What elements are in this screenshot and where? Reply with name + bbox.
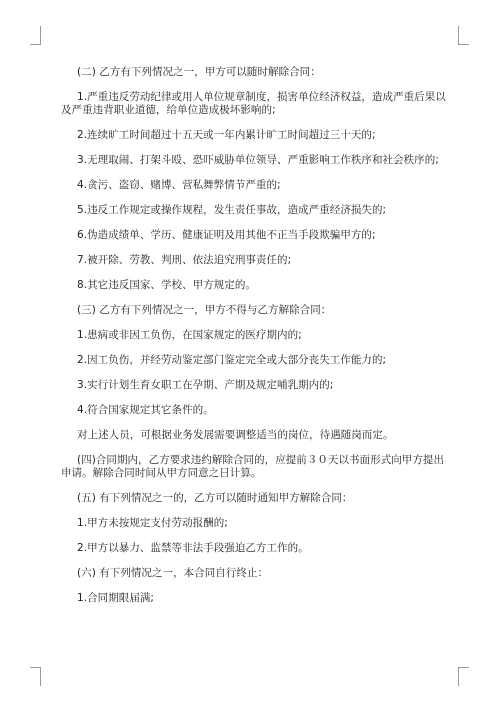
list-item: 4.贪污、盗窃、赌博、营私舞弊情节严重的; [77,179,281,191]
section-heading: (五) 有下列情况之一的，乙方可以随时通知甲方解除合同： [77,492,353,504]
list-item: 3.实行计划生育女职工在孕期、产期及规定哺乳期内的; [77,379,334,391]
document-body [61,66,447,617]
list-item: 2.因工负伤，并经劳动鉴定部门鉴定完全或大部分丧失工作能力的; [77,354,387,366]
section-continuation: 申请。解除合同时间从甲方同意之日计算。 [61,467,262,479]
list-item: 1.甲方未按规定支付劳动报酬的; [77,517,228,529]
list-item: 2.甲方以暴力、监禁等非法手段强迫乙方工作的。 [77,542,309,554]
section-heading: (六) 有下列情况之一，本合同自行终止： [77,567,269,579]
list-item: 1.合同期限届满; [77,592,155,604]
crop-mark-top-left [30,26,41,45]
list-item: 5.违反工作规定或操作规程，发生责任事故，造成严重经济损失的; [77,204,387,216]
list-item: 1.严重违反劳动纪律或用人单位规章制度，损害单位经济权益，造成严重后果以 [77,91,446,103]
crop-mark-bottom-left [30,667,41,686]
list-item: 4.符合国家规定其它条件的。 [77,404,214,416]
list-item: 3.无理取闹、打架斗殴、恐吓威胁单位领导、严重影响工作秩序和社会秩序的; [77,154,439,166]
paragraph: 对上述人员，可根据业务发展需要调整适当的岗位，待遇随岗而定。 [77,429,394,441]
list-item: 6.伪造成绩单、学历、健康证明及用其他不正当手段欺骗甲方的; [77,229,376,241]
crop-mark-bottom-right [458,667,469,686]
list-item: 2.连续旷工时间超过十五天或一年内累计旷工时间超过三十天的; [77,129,376,141]
section-heading: (四)合同期内，乙方要求违约解除合同的，应提前３０天以书面形式向甲方提出 [77,454,444,466]
section-heading: (二) 乙方有下列情况之一，甲方可以随时解除合同： [77,66,321,78]
list-item-continuation: 及严重违背职业道德，给单位造成极坏影响的; [61,104,276,116]
list-item: 1.患病或非因工负伤，在国家规定的医疗期内的; [77,329,302,341]
crop-mark-top-right [458,26,469,45]
list-item: 8.其它违反国家、学校、甲方规定的。 [77,279,256,291]
list-item: 7.被开除、劳教、判刑、依法追究刑事责任的; [77,254,292,266]
section-heading: (三) 乙方有下列情况之一，甲方不得与乙方解除合同： [77,304,332,316]
